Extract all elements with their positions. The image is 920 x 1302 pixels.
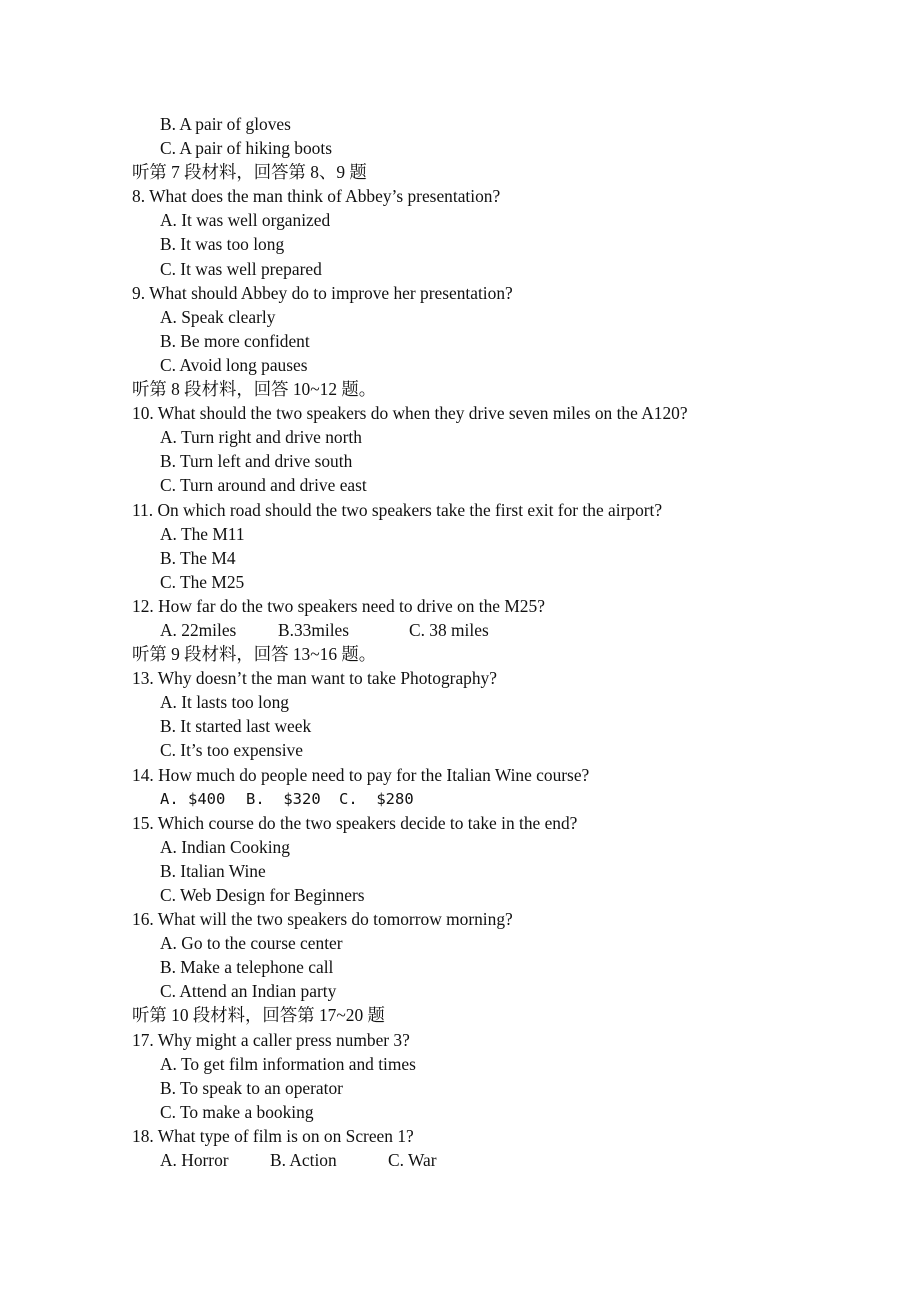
section-heading: 听第 9 段材料，回答 13~16 题。 [132,644,377,665]
section-heading: 听第 8 段材料，回答 10~12 题。 [132,379,377,400]
answer-option: C. Attend an Indian party [160,981,337,1002]
answer-option: C. It’s too expensive [160,740,303,761]
question-text: 14. How much do people need to pay for the Italian Wine course? [132,764,590,785]
answer-option: C. It was well prepared [160,258,322,279]
exam-page [0,112,920,1172]
answer-option: C. The M25 [160,571,245,592]
answer-option: A. It was well organized [160,210,331,231]
answer-option: A. To get film information and times [160,1053,416,1074]
question-text: 16. What will the two speakers do tomorrow morning? [132,909,513,930]
answer-option: A. Go to the course center [160,933,343,954]
answer-option: A. 22miles [160,619,237,640]
answer-option: C. Avoid long pauses [160,354,308,375]
question-text: 10. What should the two speakers do when they drive seven miles on the A120? [132,403,688,424]
question-text: 13. Why doesn’t the man want to take Photography? [132,668,497,689]
answer-options-row [0,618,920,642]
question-text: 15. Which course do the two speakers decide to take in the end? [132,812,578,833]
answer-option: A. Speak clearly [160,306,276,327]
answer-option: B. $320 [246,789,321,808]
answer-options-row [0,787,920,811]
section-heading: 听第 7 段材料，回答第 8、9 题 [132,162,367,183]
answer-option: B. Action [270,1150,337,1171]
question-text: 17. Why might a caller press number 3? [132,1029,410,1050]
answer-option: B. A pair of gloves [160,114,291,134]
answer-option: A. Turn right and drive north [160,427,362,448]
answer-option: B. It started last week [160,716,312,737]
answer-options-row [0,1148,920,1172]
answer-option: B. Turn left and drive south [160,451,353,472]
answer-option: C. 38 miles [409,619,489,640]
answer-option: A. Indian Cooking [160,836,290,857]
answer-option: C. Turn around and drive east [160,475,367,496]
answer-option: B.33miles [278,619,350,640]
answer-option: C. $280 [339,789,414,808]
answer-option: B. Make a telephone call [160,957,334,978]
answer-option: C. A pair of hiking boots [160,138,332,159]
answer-option: A. It lasts too long [160,692,289,713]
question-text: 9. What should Abbey do to improve her presentation? [132,282,513,303]
answer-option: B. Be more confident [160,330,310,351]
answer-option: B. To speak to an operator [160,1077,343,1098]
answer-option: C. Web Design for Beginners [160,885,365,905]
answer-option: A. $400 [160,789,226,808]
answer-option: B. Italian Wine [160,860,266,881]
answer-option: B. The M4 [160,547,236,568]
question-text: 8. What does the man think of Abbey’s presentation? [132,186,501,207]
question-text: 12. How far do the two speakers need to drive on the M25? [132,595,545,616]
question-text: 11. On which road should the two speakers take the first exit for the airport? [132,499,663,520]
answer-option: C. To make a booking [160,1101,314,1122]
question-text: 18. What type of film is on on Screen 1? [132,1125,414,1146]
answer-option: A. Horror [160,1150,229,1171]
answer-option: C. War [388,1150,437,1171]
answer-option: A. The M11 [160,523,245,544]
section-heading: 听第 10 段材料，回答第 17~20 题 [132,1005,385,1026]
answer-option: B. It was too long [160,234,285,255]
